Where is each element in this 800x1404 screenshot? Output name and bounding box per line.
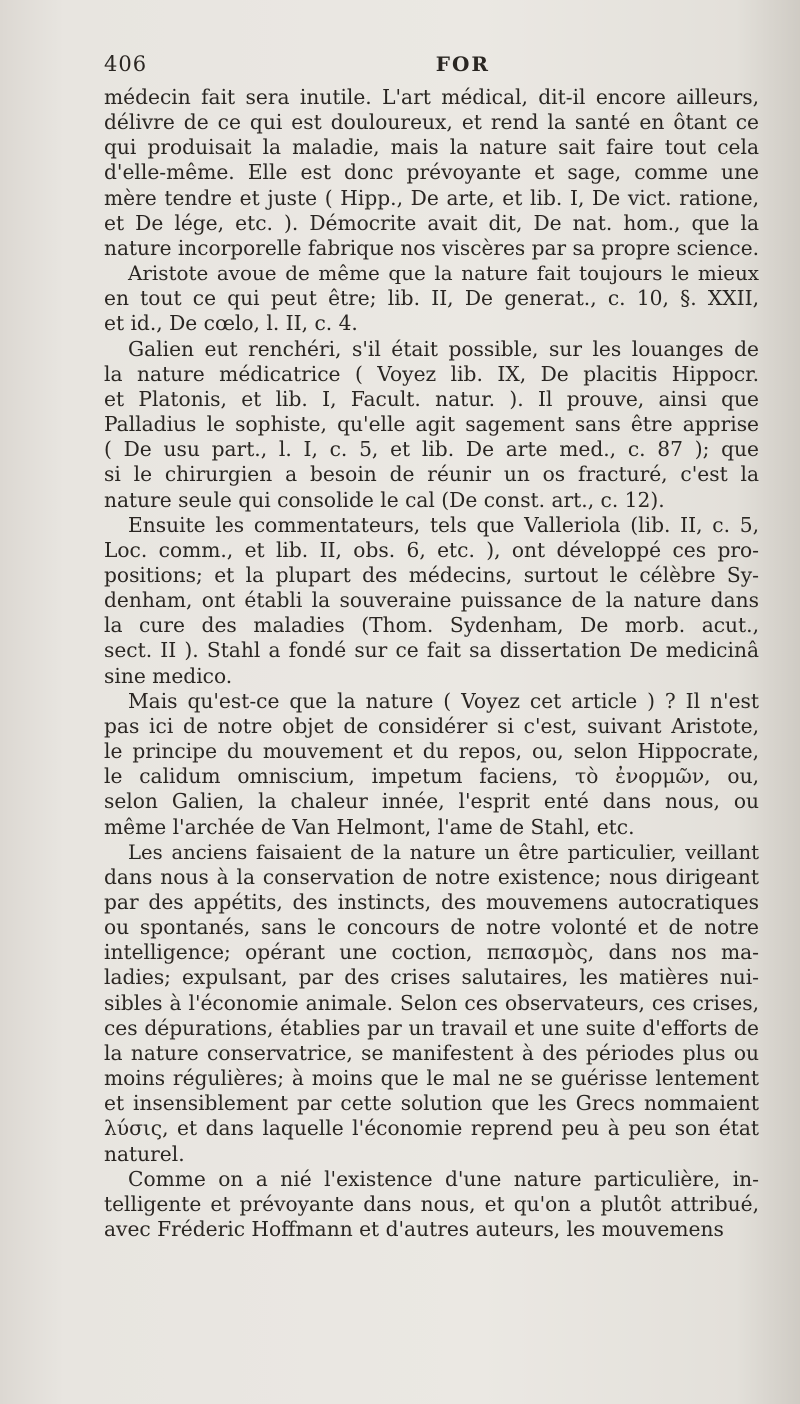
text-line: avec Fréderic Hoffmann et d'autres auteurs, les mouvemens bbox=[104, 1217, 724, 1242]
text-line: Comme on a nié l'existence d'une nature particulière, in- bbox=[128, 1166, 759, 1191]
text-line: ou spontanés, sans le concours de notre volonté et de notre bbox=[104, 915, 759, 940]
text-line: la nature conservatrice, se manifestent à des périodes plus ou bbox=[104, 1040, 759, 1065]
paragraph bbox=[104, 85, 759, 261]
text-line: sect. II ). Stahl a fondé sur ce fait sa dissertation De medicinâ bbox=[104, 638, 759, 663]
text-line: et id., De cœlo, l. II, c. 4. bbox=[104, 311, 358, 336]
text-line: et Platonis, et lib. I, Facult. natur. ). Il prouve, ainsi que bbox=[104, 386, 759, 411]
page-header bbox=[104, 52, 490, 82]
paragraph bbox=[104, 261, 759, 336]
text-line: médecin fait sera inutile. L'art médical, dit-il encore ailleurs, bbox=[104, 85, 759, 109]
text-line: mère tendre et juste ( Hipp., De arte, et lib. I, De vict. ratione, bbox=[104, 185, 759, 210]
text-line: même l'archée de Van Helmont, l'ame de Stahl, etc. bbox=[104, 814, 635, 839]
text-line: moins régulières; à moins que le mal ne se guérisse lentement bbox=[104, 1066, 759, 1091]
text-line: le principe du mouvement et du repos, ou, selon Hippocrate, bbox=[104, 739, 759, 764]
paragraph bbox=[104, 840, 759, 1167]
text-line: par des appétits, des instincts, des mouvemens autocratiques bbox=[104, 890, 759, 914]
text-line: positions; et la plupart des médecins, surtout le célèbre Sy- bbox=[104, 562, 759, 587]
text-line: Loc. comm., et lib. II, obs. 6, etc. ), ont développé ces pro- bbox=[104, 537, 759, 562]
text-line: et insensiblement par cette solution que les Grecs nommaient bbox=[104, 1091, 759, 1116]
text-line: qui produisait la maladie, mais la nature sait faire tout cela bbox=[104, 135, 759, 160]
text-line: intelligence; opérant une coction, πεπασμὸς, dans nos ma- bbox=[104, 940, 759, 965]
paragraph bbox=[104, 337, 759, 513]
text-line: naturel. bbox=[104, 1141, 185, 1166]
body-text bbox=[104, 85, 759, 1242]
text-line: dans nous à la conservation de notre existence; nous dirigeant bbox=[104, 864, 759, 889]
paragraph bbox=[104, 513, 759, 689]
text-line: Ensuite les commentateurs, tels que Valleriola (lib. II, c. 5, bbox=[128, 512, 759, 537]
text-line: ladies; expulsant, par des crises salutaires, les matières nui- bbox=[104, 965, 759, 990]
text-line: λύσις, et dans laquelle l'économie reprend peu à peu son état bbox=[104, 1116, 759, 1141]
text-line: sine medico. bbox=[104, 663, 233, 688]
text-line: nature incorporelle fabrique nos viscères par sa propre science. bbox=[104, 235, 759, 260]
text-line: en tout ce qui peut être; lib. II, De generat., c. 10, §. XXII, bbox=[104, 286, 759, 311]
text-line: la cure des maladies (Thom. Sydenham, De morb. acut., bbox=[104, 613, 759, 638]
text-line: ( De usu part., l. I, c. 5, et lib. De arte med., c. 87 ); que bbox=[104, 437, 759, 462]
text-line: Les anciens faisaient de la nature un être particulier, veillant bbox=[128, 840, 759, 864]
text-line: pas ici de notre objet de considérer si c'est, suivant Aristote, bbox=[104, 713, 759, 738]
text-line: ces dépurations, établies par un travail et une suite d'efforts de bbox=[104, 1015, 759, 1040]
text-line: si le chirurgien a besoin de réunir un os fracturé, c'est la bbox=[104, 462, 759, 487]
text-line: denham, ont établi la souveraine puissance de la nature dans bbox=[104, 588, 759, 613]
text-line: Palladius le sophiste, qu'elle agit sagement sans être apprise bbox=[104, 412, 759, 437]
page-number: 406 bbox=[104, 52, 148, 76]
text-line: sibles à l'économie animale. Selon ces observateurs, ces crises, bbox=[104, 990, 759, 1015]
paragraph bbox=[104, 689, 759, 840]
text-line: la nature médicatrice ( Voyez lib. IX, De placitis Hippocr. bbox=[104, 361, 759, 386]
paragraph bbox=[104, 1167, 759, 1242]
text-line: Aristote avoue de même que la nature fait toujours le mieux bbox=[128, 262, 759, 286]
text-line: telligente et prévoyante dans nous, et qu'on a plutôt attribué, bbox=[104, 1191, 759, 1216]
text-line: selon Galien, la chaleur innée, l'esprit enté dans nous, ou bbox=[104, 789, 759, 814]
text-line: nature seule qui consolide le cal (De const. art., c. 12). bbox=[104, 487, 665, 512]
running-head: FOR bbox=[435, 52, 490, 76]
text-line: d'elle-même. Elle est donc prévoyante et sage, comme une bbox=[104, 160, 759, 185]
text-line: le calidum omniscium, impetum faciens, τὸ ἐνορμῶν, ou, bbox=[104, 764, 759, 789]
text-line: délivre de ce qui est douloureux, et rend la santé en ôtant ce bbox=[104, 110, 759, 135]
text-line: Mais qu'est-ce que la nature ( Voyez cet article ) ? Il n'est bbox=[128, 688, 759, 713]
text-line: et De lége, etc. ). Démocrite avait dit, De nat. hom., que la bbox=[104, 210, 759, 235]
text-line: Galien eut renchéri, s'il était possible, sur les louanges de bbox=[128, 336, 759, 361]
